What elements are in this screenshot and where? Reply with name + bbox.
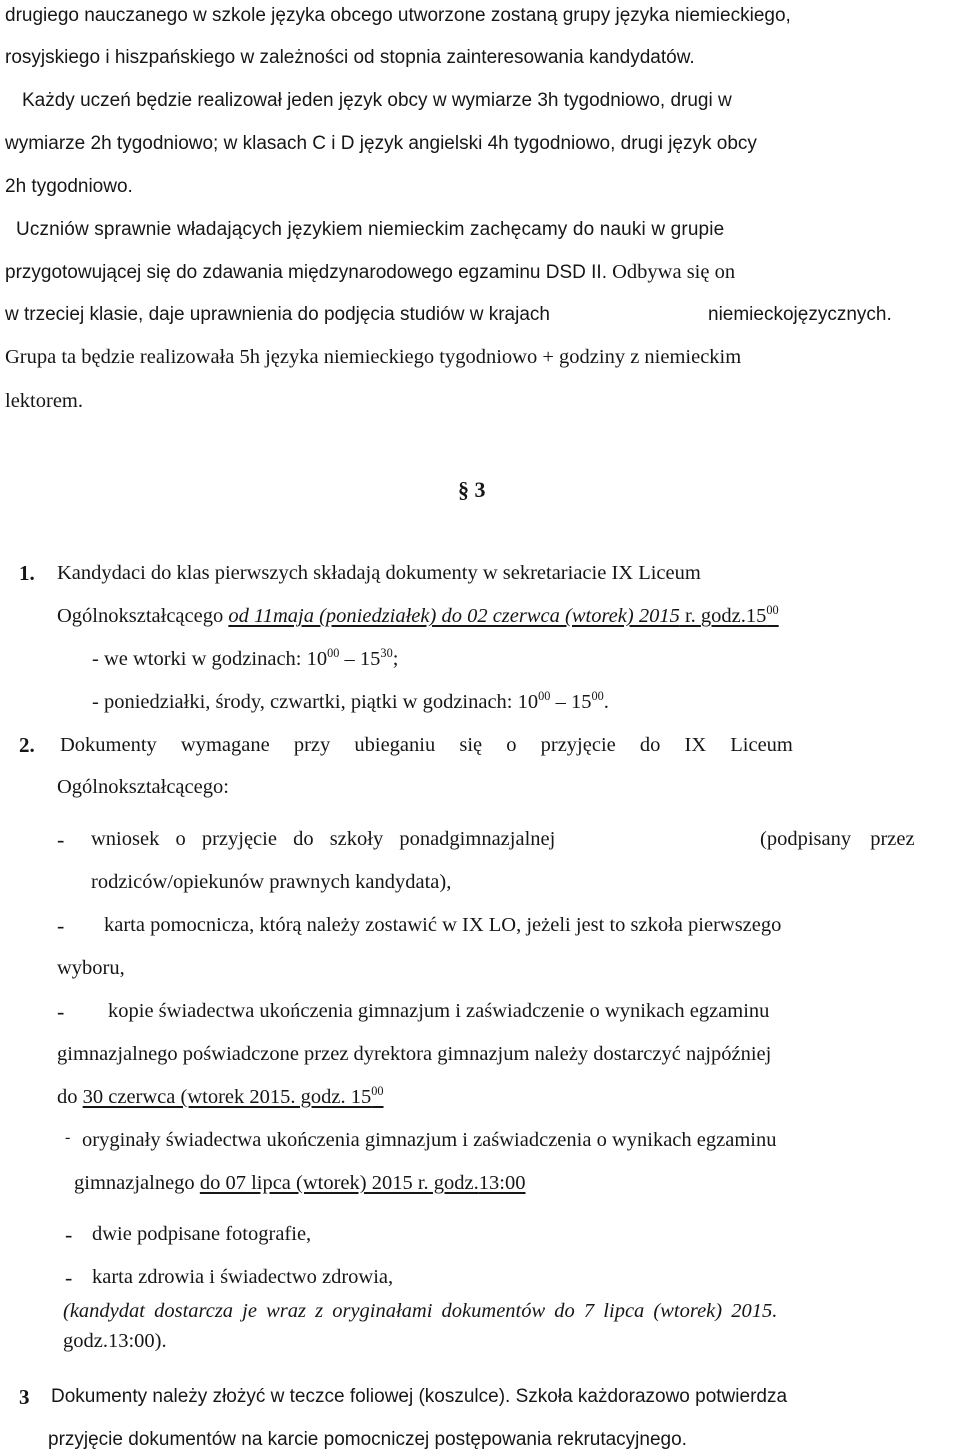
text-line: wymiarze 2h tygodniowo; w klasach C i D język angielski 4h tygodniowo, drugi język obcy — [5, 133, 757, 154]
bullet-dash: - — [57, 913, 65, 938]
text-line: Ogólnokształcącego: — [57, 776, 229, 798]
superscript: 00 — [538, 689, 551, 704]
text-span: Odbywa się on — [607, 261, 736, 283]
text-line: (podpisany przez — [760, 828, 915, 850]
text-span: - we wtorki w godzinach: 10 — [92, 648, 328, 670]
text-line — [57, 1084, 384, 1108]
text-line: (kandydat dostarcza je wraz z oryginałami dokumentów do 7 lipca (wtorek) 2015. — [63, 1300, 778, 1322]
bullet-dash: - — [65, 1129, 71, 1146]
text-line: godz.13:00). — [63, 1330, 167, 1352]
text-line — [57, 603, 779, 627]
text-line: kopie świadectwa ukończenia gimnazjum i zaświadczenie o wynikach egzaminu — [108, 1000, 770, 1022]
text-line: oryginały świadectwa ukończenia gimnazjum i zaświadczenia o wynikach egzaminu — [82, 1129, 777, 1151]
text-span: – 15 — [339, 648, 381, 670]
text-line: lektorem. — [5, 390, 83, 412]
text-span: ; — [392, 648, 399, 670]
text-span: gimnazjalnego — [74, 1172, 200, 1194]
item-number: 2. — [19, 733, 35, 757]
section-number: 3 — [474, 477, 486, 502]
text-line: Kandydaci do klas pierwszych składają dokumenty w sekretariacie IX Liceum — [57, 562, 701, 584]
hour-text: godz.15 — [700, 605, 767, 627]
text-span: r. — [679, 605, 701, 627]
superscript: 30 — [380, 646, 393, 661]
text-line: wniosek o przyjęcie do szkoły ponadgimnazjalnej — [91, 828, 556, 850]
text-line — [5, 305, 550, 324]
text-line: rosyjskiego i hiszpańskiego w zależności od stopnia zainteresowania kandydatów. — [5, 47, 695, 68]
text-line: wyboru, — [57, 957, 125, 979]
text-line: dwie podpisane fotografie, — [92, 1223, 312, 1245]
text-span: - poniedziałki, środy, czwartki, piątki w godzinach: 10 — [92, 691, 539, 713]
deadline-text — [83, 1086, 384, 1108]
superscript: 00 — [371, 1084, 384, 1099]
text-line: karta zdrowia i świadectwo zdrowia, — [92, 1266, 394, 1288]
text-line — [74, 1173, 525, 1194]
text-span: Ogólnokształcącego — [57, 605, 229, 627]
text-line — [92, 689, 609, 713]
bullet-dash: - — [65, 1265, 73, 1290]
text-line: 2h tygodniowo. — [5, 176, 133, 197]
text-line — [92, 646, 399, 670]
text-line: Każdy uczeń będzie realizował jeden język obcy w wymiarze 3h tygodniowo, drugi w — [22, 90, 732, 111]
item-number: 3 — [19, 1385, 30, 1409]
section-symbol: § — [458, 477, 469, 502]
text-span: w trzeciej klasie, daje uprawnienia do podjęcia studiów w krajach — [5, 304, 550, 325]
hour-text — [701, 605, 779, 627]
superscript: 00 — [591, 689, 604, 704]
text-line: przyjęcie dokumentów na karcie pomocniczej postępowania rekrutacyjnego. — [48, 1429, 687, 1450]
text-line: Dokumenty wymagane przy ubieganiu się o przyjęcie do IX Liceum — [60, 734, 793, 756]
bullet-dash: - — [57, 999, 65, 1024]
text-line — [5, 262, 735, 283]
text-line: drugiego nauczanego w szkole języka obcego utworzone zostaną grupy języka niemieckiego, — [5, 5, 791, 26]
text-line: gimnazjalnego poświadczone przez dyrektora gimnazjum należy dostarczyć najpóźniej — [57, 1043, 772, 1065]
text-line: rodziców/opiekunów prawnych kandydata), — [91, 871, 452, 893]
date-range: od 11maja (poniedziałek) do 02 czerwca (wtorek) 2015 — [228, 605, 680, 627]
text-line: karta pomocnicza, którą należy zostawić w IX LO, jeżeli jest to szkoła pierwszego — [104, 914, 782, 936]
text-line: Grupa ta będzie realizowała 5h języka niemieckiego tygodniowo + godziny z niemieckim — [5, 346, 742, 368]
item-number: 1. — [19, 561, 35, 585]
text-line: Dokumenty należy złożyć w teczce foliowej (koszulce). Szkoła każdorazowo potwierdza — [51, 1386, 788, 1407]
superscript: 00 — [766, 603, 779, 618]
text-span: 13:00 — [478, 1172, 526, 1194]
deadline-text: do 07 lipca (wtorek) 2015 r. godz. — [199, 1172, 479, 1194]
section-heading — [458, 479, 486, 501]
text-span: – 15 — [550, 691, 592, 713]
text-line: niemieckojęzycznych. — [708, 304, 892, 325]
bullet-dash: - — [57, 827, 65, 852]
bullet-dash: - — [65, 1222, 73, 1247]
text-span: przygotowującej się do zdawania międzynarodowego egzaminu DSD II. — [5, 262, 607, 283]
text-span: do — [57, 1086, 83, 1108]
superscript: 00 — [327, 646, 340, 661]
text-span: . — [603, 691, 609, 713]
deadline-text: 30 czerwca (wtorek 2015. godz. 15 — [82, 1086, 372, 1108]
text-line: Uczniów sprawnie władających językiem niemieckim zachęcamy do nauki w grupie — [16, 219, 725, 240]
